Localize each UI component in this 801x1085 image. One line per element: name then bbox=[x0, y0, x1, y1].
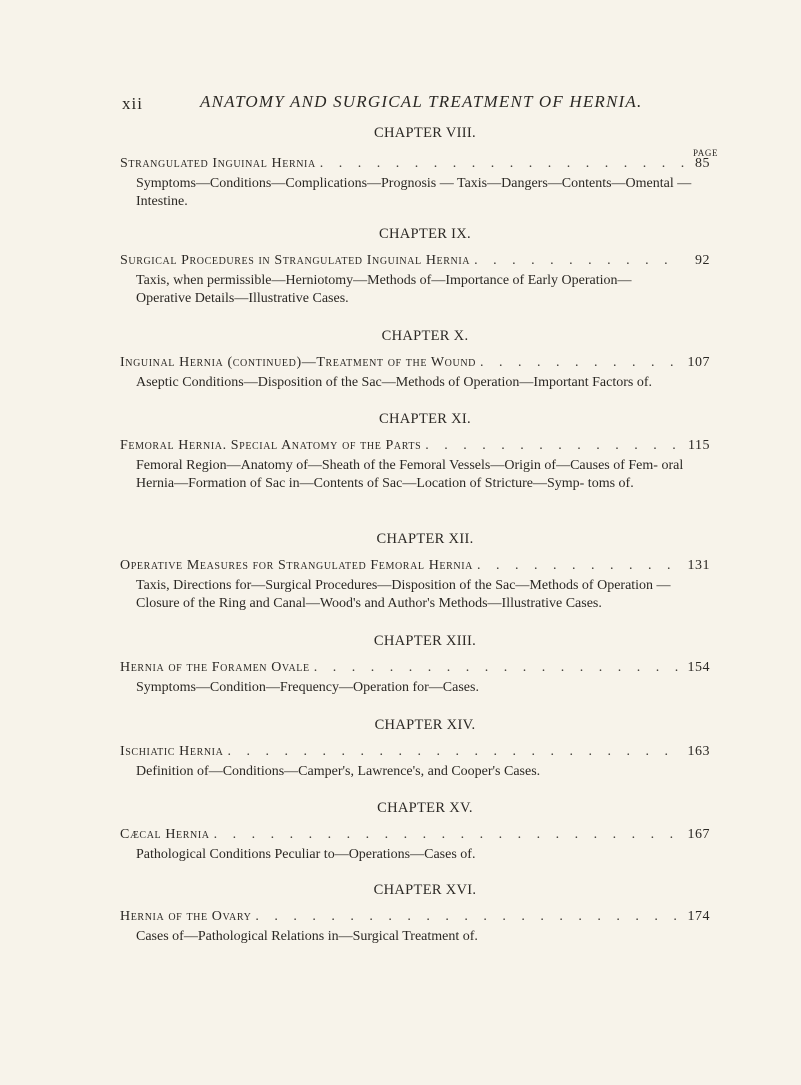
leader-dots bbox=[425, 436, 682, 456]
entry-title: Operative Measures for Strangulated Femoral Hernia bbox=[120, 558, 473, 573]
chapter-xvi bbox=[120, 881, 710, 946]
toc-entry bbox=[120, 556, 710, 576]
leader-dots bbox=[480, 353, 682, 373]
entry-page: 92 bbox=[695, 253, 710, 268]
toc-entry bbox=[120, 907, 710, 927]
toc-entry bbox=[120, 353, 710, 373]
chapter-summary: Cases of—Pathological Relations in—Surgical Treatment of. bbox=[136, 929, 478, 944]
leader-dots bbox=[477, 556, 682, 576]
entry-page: 131 bbox=[687, 558, 710, 573]
entry-title: Hernia of the Ovary bbox=[120, 909, 252, 924]
entry-page: 174 bbox=[687, 909, 710, 924]
chapter-ix bbox=[120, 225, 710, 308]
chapter-summary: Pathological Conditions Peculiar to—Operations—Cases of. bbox=[136, 847, 476, 862]
entry-page: 85 bbox=[695, 156, 710, 171]
running-title: ANATOMY AND SURGICAL TREATMENT OF HERNIA. bbox=[200, 92, 643, 111]
chapter-viii bbox=[120, 124, 710, 211]
entry-title: Surgical Procedures in Strangulated Inguinal Hernia bbox=[120, 253, 471, 268]
chapter-heading: CHAPTER XV. bbox=[377, 800, 473, 816]
chapter-summary: Definition of—Conditions—Camper's, Lawrence's, and Cooper's Cases. bbox=[136, 764, 541, 779]
chapter-heading: CHAPTER X. bbox=[381, 328, 469, 344]
chapter-heading: CHAPTER XI. bbox=[379, 411, 471, 427]
entry-title: Ischiatic Hernia bbox=[120, 744, 224, 759]
chapter-heading: CHAPTER XIII. bbox=[373, 633, 477, 649]
entry-page: 167 bbox=[687, 827, 710, 842]
entry-title: Hernia of the Foramen Ovale bbox=[120, 660, 310, 675]
chapter-x bbox=[120, 327, 710, 392]
leader-dots bbox=[474, 251, 684, 271]
entry-title: Cæcal Hernia bbox=[120, 827, 210, 842]
entry-page: 163 bbox=[687, 744, 710, 759]
entry-page: 154 bbox=[687, 660, 710, 675]
toc-entry bbox=[120, 658, 710, 678]
leader-dots bbox=[314, 658, 682, 678]
entry-title: Strangulated Inguinal Hernia bbox=[120, 156, 316, 171]
chapter-summary: Taxis, Directions for—Surgical Procedures—Disposition of the Sac—Methods of Operation —Closure of the Ring and Canal—Wood's and Author's Methods—Illustrative Cases. bbox=[136, 578, 671, 611]
chapter-heading: CHAPTER XII. bbox=[376, 531, 474, 547]
toc-entry bbox=[120, 742, 710, 762]
toc-entry bbox=[120, 251, 710, 271]
chapter-heading: CHAPTER IX. bbox=[379, 226, 471, 242]
chapter-summary: Symptoms—Conditions—Complications—Prognosis — Taxis—Dangers—Contents—Omental —Intestine. bbox=[136, 176, 692, 209]
leader-dots bbox=[214, 825, 682, 845]
leader-dots bbox=[255, 907, 681, 927]
entry-title: Inguinal Hernia (continued)—Treatment of the Wound bbox=[120, 355, 476, 370]
entry-page: 107 bbox=[687, 355, 710, 370]
leader-dots bbox=[227, 742, 681, 762]
chapter-xii bbox=[120, 530, 710, 613]
running-header bbox=[122, 92, 722, 118]
chapter-summary: Femoral Region—Anatomy of—Sheath of the Femoral Vessels—Origin of—Causes of Fem- oral Hernia—Formation of Sac in—Contents of Sac—Location of Stricture—Symp- toms of. bbox=[136, 458, 684, 491]
toc-entry bbox=[120, 825, 710, 845]
chapter-xv bbox=[120, 799, 710, 864]
chapter-heading: CHAPTER XIV. bbox=[374, 717, 476, 733]
chapter-summary: Symptoms—Condition—Frequency—Operation for—Cases. bbox=[136, 680, 479, 695]
entry-page: 115 bbox=[688, 438, 710, 453]
toc-entry bbox=[120, 154, 710, 174]
chapter-xiii bbox=[120, 632, 710, 697]
page-column-label: PAGE bbox=[693, 148, 719, 158]
page-number: xii bbox=[122, 94, 143, 113]
entry-title: Femoral Hernia. Special Anatomy of the Parts bbox=[120, 438, 422, 453]
chapter-summary: Taxis, when permissible—Herniotomy—Methods of—Importance of Early Operation— Operative Details—Illustrative Cases. bbox=[136, 273, 632, 306]
toc-entry bbox=[120, 436, 710, 456]
chapter-heading: CHAPTER XVI. bbox=[373, 882, 477, 898]
chapter-xiv bbox=[120, 716, 710, 781]
chapter-heading: CHAPTER VIII. bbox=[374, 125, 476, 141]
leader-dots bbox=[320, 154, 684, 174]
chapter-xi bbox=[120, 410, 710, 493]
chapter-summary: Aseptic Conditions—Disposition of the Sac—Methods of Operation—Important Factors of. bbox=[136, 375, 652, 390]
